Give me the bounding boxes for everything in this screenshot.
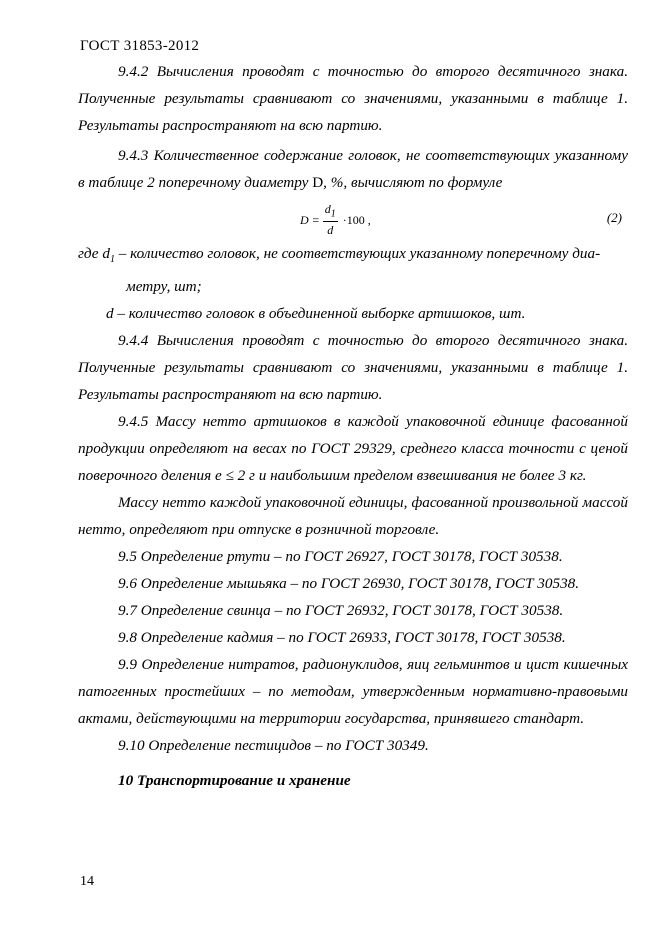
document-code: ГОСТ 31853-2012	[80, 38, 200, 54]
numerator-subscript: 1	[330, 208, 336, 220]
paragraph-9-8: 9.8 Определение кадмия – по ГОСТ 26933, ГОСТ 30178, ГОСТ 30538.	[118, 629, 566, 647]
body-text	[78, 58, 628, 794]
formula-lhs: D =	[300, 212, 320, 227]
section-title: 10 Транспортирование и хранение	[118, 772, 351, 790]
paragraph-9-4-3-text: 9.4.3 Количественное содержание головок, не соответствующих указанному в таблице 2 поперечному диаметру	[78, 147, 628, 191]
formula-row	[78, 196, 628, 240]
paragraph-9-10: 9.10 Определение пестицидов – по ГОСТ 30349.	[118, 737, 429, 755]
paragraph-9-9: 9.9 Определение нитратов, радионуклидов, яиц гельминтов и цист кишечных патогенных простейших – по методам, утвержденным нормативно-правовыми актами, действующими на территории государства, принявшего стандарт.	[78, 656, 628, 728]
formula-tail: ·100 ,	[342, 212, 371, 227]
formula	[300, 202, 371, 238]
paragraph-9-4-3	[78, 142, 628, 196]
paragraph-9-5: 9.5 Определение ртути – по ГОСТ 26927, ГОСТ 30178, ГОСТ 30538.	[118, 548, 563, 566]
variable-d: D	[312, 174, 324, 191]
definition-d: d – количество головок в объединенной выборке артишоков, шт.	[106, 305, 526, 323]
paragraph-9-6: 9.6 Определение мышьяка – по ГОСТ 26930, ГОСТ 30178, ГОСТ 30538.	[118, 575, 580, 593]
where-text: – количество головок, не соответствующих указанному поперечному диа-	[114, 245, 601, 262]
where-prefix: где d	[78, 245, 110, 262]
where-line	[78, 240, 628, 273]
paragraph-9-4-4: 9.4.4 Вычисления проводят с точностью до второго десятичного знака. Полученные результаты сравнивают со значениями, указанными в таблице 1. Результаты распространяют на всю партию.	[78, 332, 628, 404]
where-subscript: 1	[109, 254, 115, 266]
paragraph-9-7: 9.7 Определение свинца – по ГОСТ 26932, ГОСТ 30178, ГОСТ 30538.	[118, 602, 564, 620]
paragraph-mass: Массу нетто каждой упаковочной единицы, фасованной произвольной массой нетто, определяют при отпуске в розничной торговле.	[78, 494, 628, 539]
formula-number: (2)	[606, 210, 622, 225]
paragraph-9-4-2: 9.4.2 Вычисления проводят с точностью до второго десятичного знака. Полученные результаты сравнивают со значениями, указанными в таблице 1. Результаты распространяют на всю партию.	[78, 63, 628, 134]
paragraph-9-4-5: 9.4.5 Массу нетто артишоков в каждой упаковочной единице фасованной продукции определяют на весах по ГОСТ 29329, среднего класса точности с ценой поверочного деления e ≤ 2 г и наибольшим пределом взвешивания не более 3 кг.	[78, 413, 628, 485]
formula-fraction	[323, 202, 338, 238]
page-number: 14	[80, 874, 94, 889]
formula-denominator: d	[327, 223, 334, 238]
numerator-symbol: d	[324, 202, 331, 216]
paragraph-9-4-3-tail: , %, вычисляют по формуле	[323, 174, 503, 191]
where-continuation: метру, шт;	[126, 278, 202, 296]
formula-numerator	[323, 202, 338, 222]
